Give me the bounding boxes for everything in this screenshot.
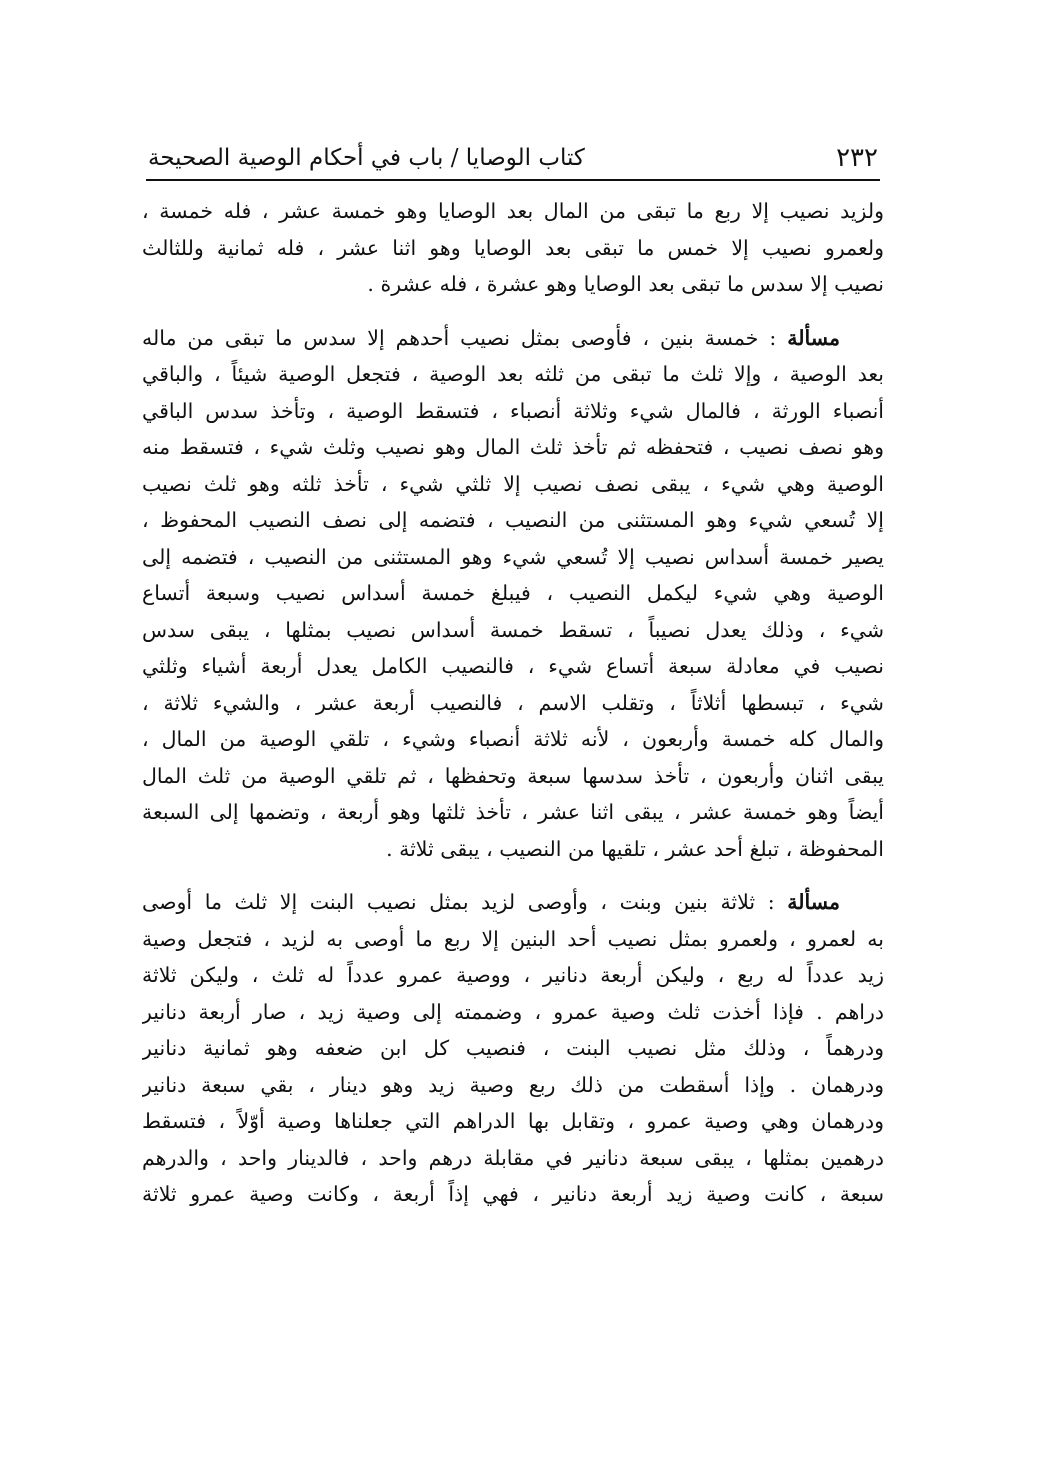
running-title: كتاب الوصايا / باب في أحكام الوصية الصحيحة [148, 145, 585, 171]
text-line: سبعة ، كانت وصية زيد أربعة دنانير ، فهي إذاً أربعة ، وكانت وصية عمرو ثلاثة [142, 1182, 884, 1206]
text-line: شيء ، تبسطها أثلاثاً ، وتقلب الاسم ، فالنصيب أربعة عشر ، والشيء ثلاثة ، [142, 690, 884, 715]
text-line [142, 320, 884, 357]
text-line: بعد الوصية ، وإلا ثلث ما تبقى من ثلثه بعد الوصية ، فتجعل الوصية شيئاً ، والباقي [142, 362, 884, 386]
text-line: نصيب إلا سدس ما تبقى بعد الوصايا وهو عشرة ، فله عشرة . [367, 272, 884, 296]
text-line: درهمين بمثلها ، يبقى سبعة دنانير في مقابلة درهم واحد ، فالدينار واحد ، والدرهم [142, 1145, 884, 1170]
page-header [148, 140, 878, 176]
text-line: إلا تُسعي شيء وهو المستثنى من النصيب ، فتضمه إلى نصف النصيب المحفوظ ، [142, 508, 884, 532]
text-line: ودرهمان وهي وصية عمرو ، وتقابل بها الدراهم التي جعلناها وصية أوّلاً ، فتسقط [142, 1109, 884, 1133]
text-line: ودرهماً ، وذلك مثل نصيب البنت ، فنصيب كل ابن ضعفه وهو ثمانية دنانير [142, 1036, 884, 1060]
paragraph [142, 320, 884, 868]
text-line: الوصية وهي شيء ليكمل النصيب ، فيبلغ خمسة أسداس نصيب وسبعة أتساع [142, 581, 884, 605]
issue-term: مسألة [787, 890, 840, 914]
text-line: دراهم . فإذا أخذت ثلث وصية عمرو ، وضممته إلى وصية زيد ، صار أربعة دنانير [142, 999, 884, 1024]
text-line: أنصباء الورثة ، فالمال شيء وثلاثة أنصباء ، فتسقط الوصية ، وتأخذ سدس الباقي [142, 398, 884, 423]
text-line: زيد عدداً له ربع ، وليكن أربعة دنانير ، ووصية عمرو عدداً له ثلث ، وليكن ثلاثة [142, 963, 884, 987]
issue-term: مسألة [787, 325, 840, 350]
text-line: ولزيد نصيب إلا ربع ما تبقى من المال بعد الوصايا وهو خمسة عشر ، فله خمسة ، [142, 199, 884, 223]
paragraph [142, 193, 884, 303]
paragraph [142, 884, 884, 1213]
text-line: شيء ، وذلك يعدل نصيباً ، تسقط خمسة أسداس نصيب بمثلها ، يبقى سدس [142, 617, 884, 642]
text-line [142, 884, 884, 921]
text-line: يبقى اثنان وأربعون ، تأخذ سدسها سبعة وتحفظها ، ثم تلقي الوصية من ثلث المال [142, 763, 884, 788]
text-line: يصير خمسة أسداس نصيب إلا تُسعي شيء وهو المستثنى من النصيب ، فتضمه إلى [142, 544, 884, 569]
text-line: ودرهمان . وإذا أسقطت من ذلك ربع وصية زيد وهو دينار ، بقي سبعة دنانير [142, 1072, 884, 1097]
line-text: : ثلاثة بنين وبنت ، وأوصى لزيد بمثل نصيب البنت إلا ثلث ما أوصى [142, 890, 775, 914]
text-line: والمال كله خمسة وأربعون ، لأنه ثلاثة أنصباء وشيء ، تلقي الوصية من المال ، [142, 727, 884, 751]
text-line: نصيب في معادلة سبعة أتساع شيء ، فالنصيب الكامل يعدل أربعة أشياء وثلثي [142, 654, 884, 678]
text-line: أيضاً وهو خمسة عشر ، يبقى اثنا عشر ، تأخذ ثلثها وهو أربعة ، وتضمها إلى السبعة [142, 800, 884, 824]
paragraph-gap [142, 867, 884, 884]
text-line: وهو نصف نصيب ، فتحفظه ثم تأخذ ثلث المال وهو نصيب وثلث شيء ، فتسقط منه [142, 435, 884, 459]
text-line: به لعمرو ، ولعمرو بمثل نصيب أحد البنين إلا ربع ما أوصى به لزيد ، فتجعل وصية [142, 926, 884, 951]
paragraph-gap [142, 303, 884, 320]
page-number: ٢٣٢ [836, 143, 878, 173]
body-text [142, 193, 884, 1213]
header-rule [146, 179, 880, 181]
text-line: الوصية وهي شيء ، يبقى نصف نصيب إلا ثلثي شيء ، تأخذ ثلثه وهو ثلث نصيب [142, 471, 884, 496]
text-line: المحفوظة ، تبلغ أحد عشر ، تلقيها من النصيب ، يبقى ثلاثة . [386, 836, 884, 861]
line-text: : خمسة بنين ، فأوصى بمثل نصيب أحدهم إلا سدس ما تبقى من ماله [142, 325, 777, 350]
text-line: ولعمرو نصيب إلا خمس ما تبقى بعد الوصايا وهو اثنا عشر ، فله ثمانية وللثالث [142, 235, 884, 260]
